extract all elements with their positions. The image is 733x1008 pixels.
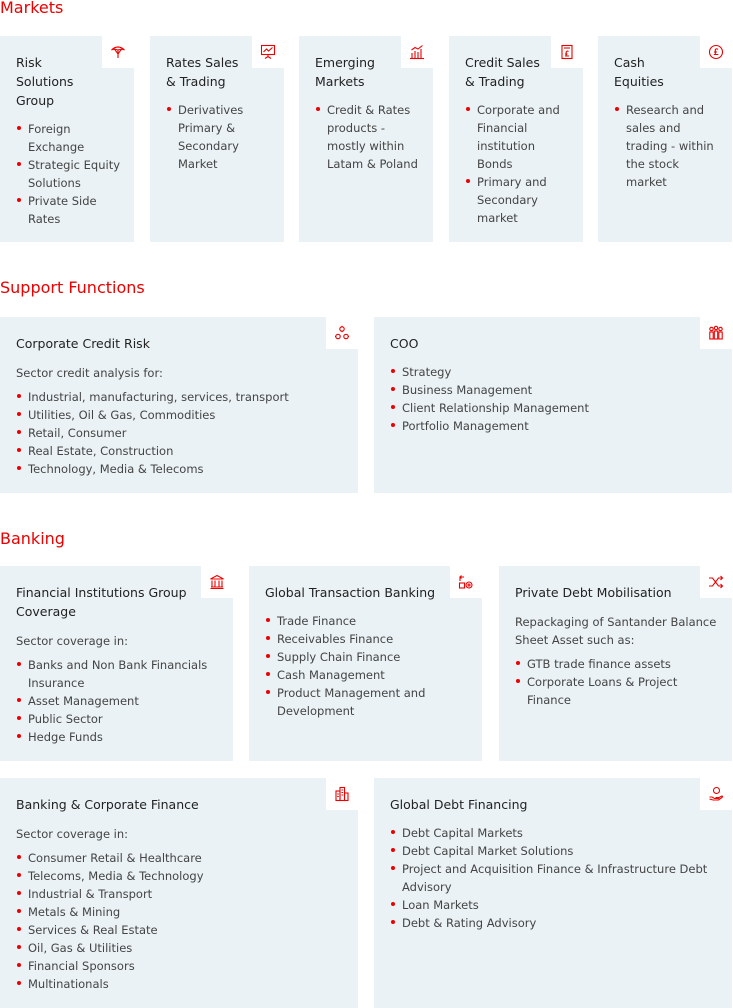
bullet-list xyxy=(166,101,274,173)
list-item: Industrial & Transport xyxy=(16,885,348,903)
list-item: Industrial, manufacturing, services, transport xyxy=(16,388,348,406)
list-item: Consumer Retail & Healthcare xyxy=(16,849,348,867)
list-item: Corporate Loans & Project Finance xyxy=(515,673,722,709)
card-banking-corporate-finance xyxy=(0,778,358,1008)
card-title: Private Debt Mobilisation xyxy=(515,585,672,600)
card-financial-institutions-group xyxy=(0,566,233,761)
bullet-list xyxy=(515,655,722,709)
card-coo xyxy=(374,317,732,493)
bullet-list xyxy=(390,824,722,932)
list-item: Business Management xyxy=(390,381,722,399)
card-cash-equities xyxy=(598,36,732,242)
list-item: Debt Capital Markets xyxy=(390,824,722,842)
card-rates-sales-trading xyxy=(150,36,284,242)
list-item: Primary and Secondary market xyxy=(465,173,573,227)
list-item: Utilities, Oil & Gas, Commodities xyxy=(16,406,348,424)
card-title: Global Debt Financing xyxy=(390,797,528,812)
list-item: Trade Finance xyxy=(265,612,472,630)
section-title-markets: Markets xyxy=(0,0,64,17)
list-item: Oil, Gas & Utilities xyxy=(16,939,348,957)
bullet-list xyxy=(614,101,722,191)
card-title: Banking & Corporate Finance xyxy=(16,797,199,812)
list-item: Public Sector xyxy=(16,710,223,728)
list-item: Cash Management xyxy=(265,666,472,684)
card-intro: Sector credit analysis for: xyxy=(16,366,163,380)
bullet-list xyxy=(390,363,722,435)
bullet-list xyxy=(16,120,124,228)
bullet-list xyxy=(265,612,472,720)
bullet-list xyxy=(16,388,348,478)
card-corporate-credit-risk xyxy=(0,317,358,493)
card-intro: Sector coverage in: xyxy=(16,827,129,841)
list-item: Asset Management xyxy=(16,692,223,710)
list-item: Banks and Non Bank Financials Insurance xyxy=(16,656,223,692)
card-title: Cash Equities xyxy=(614,55,664,89)
team-icon xyxy=(700,317,732,349)
list-item: Multinationals xyxy=(16,975,348,993)
list-item: Client Relationship Management xyxy=(390,399,722,417)
list-item: Private Side Rates xyxy=(16,192,124,228)
list-item: Technology, Media & Telecoms xyxy=(16,460,348,478)
list-item: Debt & Rating Advisory xyxy=(390,914,722,932)
bar-chart-icon xyxy=(401,36,433,68)
card-global-transaction-banking xyxy=(249,566,482,761)
list-item: GTB trade finance assets xyxy=(515,655,722,673)
card-global-debt-financing xyxy=(374,778,732,1008)
gears-icon xyxy=(326,317,358,349)
list-item: Project and Acquisition Finance & Infrastructure Debt Advisory xyxy=(390,860,722,896)
card-title: Rates Sales & Trading xyxy=(166,55,239,89)
list-item: Derivatives Primary & Secondary Market xyxy=(166,101,274,173)
list-item: Receivables Finance xyxy=(265,630,472,648)
list-item: Hedge Funds xyxy=(16,728,223,746)
city-buildings-icon xyxy=(326,778,358,810)
card-title: COO xyxy=(390,336,419,351)
card-credit-sales-trading xyxy=(449,36,583,242)
transaction-gear-icon xyxy=(450,566,482,598)
list-item: Services & Real Estate xyxy=(16,921,348,939)
card-intro: Sector coverage in: xyxy=(16,634,129,648)
section-title-support-functions: Support Functions xyxy=(0,278,145,297)
list-item: Foreign Exchange xyxy=(16,120,124,156)
card-title: Credit Sales & Trading xyxy=(465,55,540,89)
card-title: Risk Solutions Group xyxy=(16,55,74,108)
list-item: Debt Capital Market Solutions xyxy=(390,842,722,860)
bullet-list xyxy=(16,656,223,746)
bank-building-icon xyxy=(201,566,233,598)
list-item: Strategy xyxy=(390,363,722,381)
card-title: Emerging Markets xyxy=(315,55,375,89)
card-title: Corporate Credit Risk xyxy=(16,336,150,351)
list-item: Credit & Rates products - mostly within Latam & Poland xyxy=(315,101,423,173)
list-item: Financial Sponsors xyxy=(16,957,348,975)
list-item: Corporate and Financial institution Bonds xyxy=(465,101,573,173)
list-item: Loan Markets xyxy=(390,896,722,914)
bullet-list xyxy=(16,849,348,993)
pound-coin-icon xyxy=(700,36,732,68)
card-intro: Repackaging of Santander Balance Sheet Asset such as: xyxy=(515,615,717,647)
card-private-debt-mobilisation xyxy=(499,566,732,761)
list-item: Supply Chain Finance xyxy=(265,648,472,666)
bullet-list xyxy=(465,101,573,227)
list-item: Product Management and Development xyxy=(265,684,472,720)
document-pound-icon xyxy=(551,36,583,68)
list-item: Telecoms, Media & Technology xyxy=(16,867,348,885)
umbrella-icon xyxy=(102,36,134,68)
list-item: Metals & Mining xyxy=(16,903,348,921)
list-item: Retail, Consumer xyxy=(16,424,348,442)
hand-coin-icon xyxy=(700,778,732,810)
presentation-chart-icon xyxy=(252,36,284,68)
card-emerging-markets xyxy=(299,36,433,242)
card-title: Global Transaction Banking xyxy=(265,585,436,600)
card-title: Financial Institutions Group Coverage xyxy=(16,585,187,619)
list-item: Real Estate, Construction xyxy=(16,442,348,460)
shuffle-icon xyxy=(700,566,732,598)
list-item: Research and sales and trading - within the stock market xyxy=(614,101,722,191)
bullet-list xyxy=(315,101,423,173)
list-item: Strategic Equity Solutions xyxy=(16,156,124,192)
card-risk-solutions-group xyxy=(0,36,134,242)
list-item: Portfolio Management xyxy=(390,417,722,435)
section-title-banking: Banking xyxy=(0,529,65,548)
